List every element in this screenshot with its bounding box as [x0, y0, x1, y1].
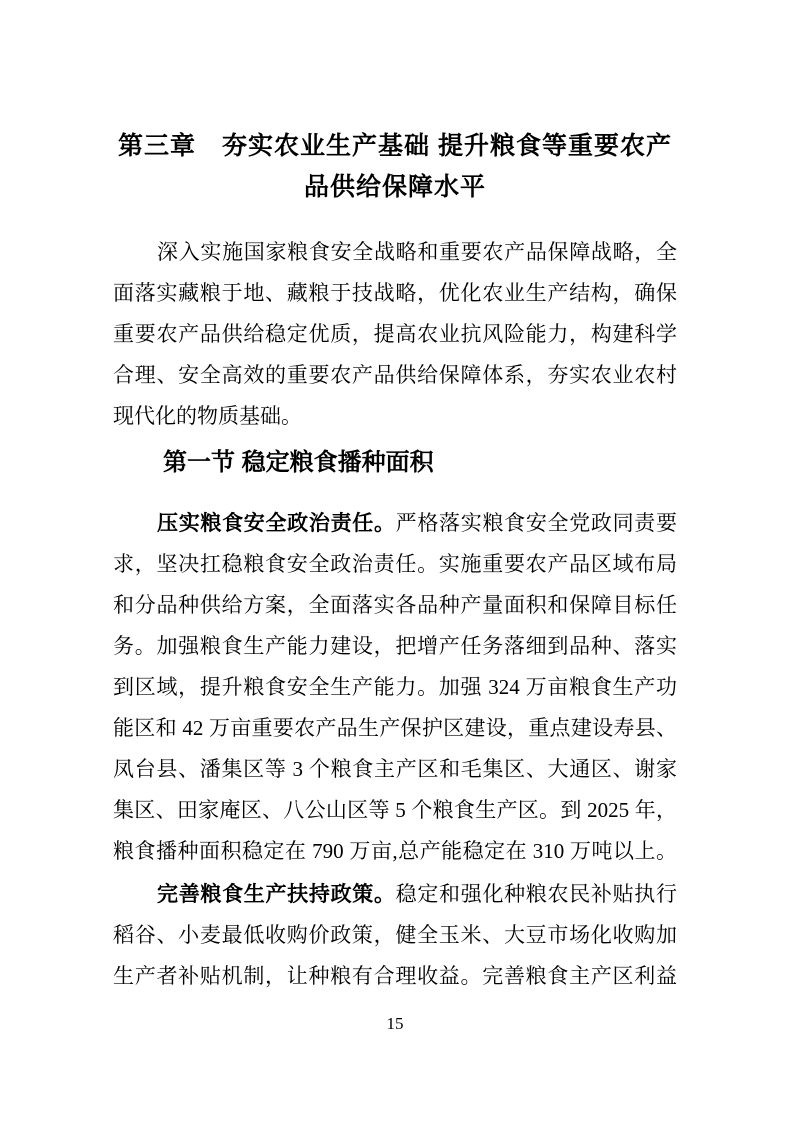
line-text: 严格落实粮食安全党政同责要: [395, 510, 677, 535]
paragraph-line: 务。加强粮食生产能力建设，把增产任务落细到品种、落实: [113, 633, 677, 658]
chapter-title-line: 品供给保障水平: [303, 173, 486, 201]
paragraph-line: 生产者补贴机制，让种粮有合理收益。完善粮食主产区利益: [113, 963, 677, 988]
chapter-title: [113, 126, 677, 208]
lead-sentence: 完善粮食生产扶持政策。: [157, 881, 396, 906]
paragraph-line: 粮食播种面积稳定在 790 万亩,总产能稳定在 310 万吨以上。: [113, 838, 677, 863]
text-column: [113, 0, 677, 997]
paragraph-line: 重要农产品供给稳定优质，提高农业抗风险能力，构建科学: [113, 322, 677, 346]
paragraph-line: 面落实藏粮于地、藏粮于技战略，优化农业生产结构，确保: [113, 281, 677, 305]
paragraph-line: 和分品种供给方案，全面落实各品种产量面积和保障目标任: [113, 592, 677, 617]
paragraph-line: [113, 874, 677, 915]
paragraph-line: 能区和 42 万亩重要农产品生产保护区建设，重点建设寿县、: [113, 715, 677, 740]
line-text: 稳定和强化种粮农民补贴执行: [395, 881, 677, 906]
paragraph-line: [113, 503, 677, 544]
paragraph-grain-support-policy: [113, 874, 677, 997]
paragraph-line: 凤台县、潘集区等 3 个粮食主产区和毛集区、大通区、谢家: [113, 756, 677, 781]
paragraph-line: 集区、田家庵区、八公山区等 5 个粮食生产区。到 2025 年，: [113, 797, 677, 822]
paragraph-line: 到区域，提升粮食安全生产能力。加强 324 万亩粮食生产功: [113, 674, 677, 699]
chapter-title-line: 第三章 夯实农业生产基础 提升粮食等重要农产: [118, 132, 672, 160]
paragraph-line: 深入实施国家粮食安全战略和重要农产品保障战略，全: [157, 240, 677, 264]
paragraph-grain-responsibility: [113, 503, 677, 872]
paragraph-line: 现代化的物质基础。: [113, 404, 302, 428]
paragraph-intro: [113, 232, 677, 437]
lead-sentence: 压实粮食安全政治责任。: [157, 510, 396, 535]
paragraph-line: 求，坚决扛稳粮食安全政治责任。实施重要农产品区域布局: [113, 551, 677, 576]
paragraph-line: 稻谷、小麦最低收购价政策，健全玉米、大豆市场化收购加: [113, 922, 677, 947]
section-heading: 第一节 稳定粮食播种面积: [163, 449, 434, 476]
page-number: 15: [386, 1014, 404, 1033]
paragraph-line: 合理、安全高效的重要农产品供给保障体系，夯实农业农村: [113, 363, 677, 387]
